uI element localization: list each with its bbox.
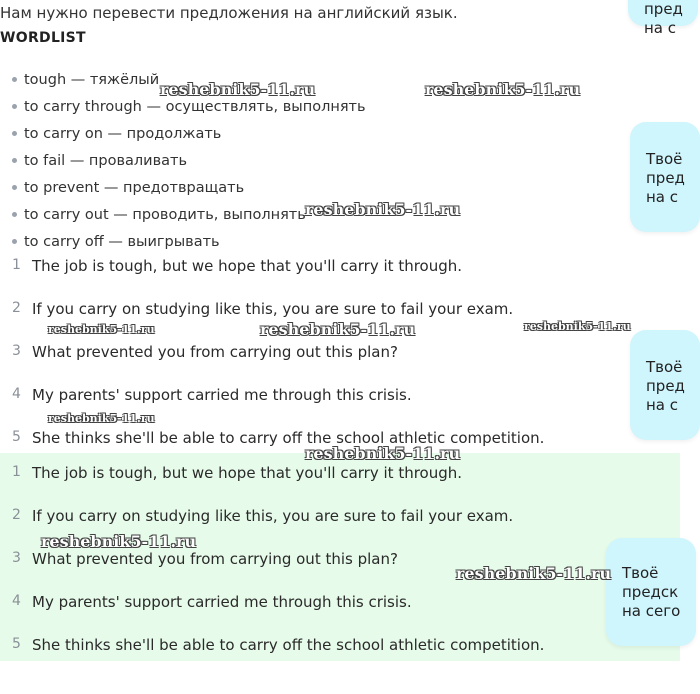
watermark: reshebnik5-11.ru — [48, 323, 155, 336]
sentence-text: If you carry on studying like this, you are sure to fail your exam. — [32, 300, 514, 318]
bullet-icon — [12, 185, 17, 190]
answer-text: The job is tough, but we hope that you'll carry it through. — [32, 464, 463, 482]
sentence-number: 4 — [12, 593, 21, 609]
word-text: tough — тяжёлый — [24, 71, 160, 88]
sentence-text: The job is tough, but we hope that you'll carry it through. — [32, 257, 463, 275]
intro-text: Нам нужно перевести предложения на английский язык. — [0, 4, 458, 22]
sentence-number: 2 — [12, 300, 21, 316]
word-item — [12, 147, 366, 174]
word-item — [12, 174, 366, 201]
answer-text: My parents' support carried me through this crisis. — [32, 593, 412, 611]
watermark: reshebnik5-11.ru — [41, 532, 197, 551]
word-text: to carry out — проводить, выполнять — [24, 206, 306, 223]
answer-item — [0, 461, 544, 504]
sentence-text: My parents' support carried me through this crisis. — [32, 386, 412, 404]
answer-item — [0, 590, 544, 633]
sentence-text: She thinks she'll be able to carry off the school athletic competition. — [32, 429, 545, 447]
watermark: reshebnik5-11.ru — [524, 320, 631, 333]
offer-bubble[interactable] — [630, 122, 700, 232]
sentence-item — [0, 254, 544, 297]
sentence-number: 1 — [12, 464, 21, 480]
bullet-icon — [12, 77, 17, 82]
offer-bubble-top[interactable] — [628, 0, 698, 37]
sentence-number: 4 — [12, 386, 21, 402]
sentence-number: 3 — [12, 343, 21, 359]
offer-bubble[interactable] — [606, 538, 696, 646]
bullet-icon — [12, 104, 17, 109]
sentence-number: 2 — [12, 507, 21, 523]
watermark: reshebnik5-11.ru — [48, 412, 155, 425]
sentence-number: 1 — [12, 257, 21, 273]
sentence-number: 3 — [12, 550, 21, 566]
bullet-icon — [12, 212, 17, 217]
word-text: to carry off — выигрывать — [24, 233, 220, 250]
watermark: reshebnik5-11.ru — [425, 80, 581, 99]
word-text: to carry through — осуществлять, выполнять — [24, 98, 366, 115]
word-item — [12, 120, 366, 147]
answer-item — [0, 633, 544, 676]
wordlist-title: WORDLIST — [0, 30, 86, 46]
sentence-list — [0, 254, 544, 469]
sentence-number: 5 — [12, 429, 21, 445]
sentence-text: What prevented you from carrying out this plan? — [32, 343, 398, 361]
bullet-icon — [12, 158, 17, 163]
answer-text: She thinks she'll be able to carry off the school athletic competition. — [32, 636, 545, 654]
word-text: to carry on — продолжать — [24, 125, 222, 142]
watermark: reshebnik5-11.ru — [305, 200, 461, 219]
answer-text: If you carry on studying like this, you are sure to fail your exam. — [32, 507, 514, 525]
bubble-text: пред на с — [644, 0, 683, 37]
offer-bubble[interactable] — [630, 330, 700, 440]
word-item — [12, 228, 366, 255]
watermark: reshebnik5-11.ru — [456, 564, 612, 583]
sentence-item — [0, 340, 544, 383]
bubble-text: Твоё пред на с — [646, 358, 685, 414]
sentence-number: 5 — [12, 636, 21, 652]
watermark: reshebnik5-11.ru — [305, 444, 461, 463]
watermark: reshebnik5-11.ru — [160, 80, 316, 99]
bubble-text: Твоё пред на с — [646, 150, 685, 206]
word-text: to fail — проваливать — [24, 152, 188, 169]
bullet-icon — [12, 239, 17, 244]
bullet-icon — [12, 131, 17, 136]
bubble-text: Твоё предск на сего — [622, 564, 681, 620]
word-text: to prevent — предотвращать — [24, 179, 245, 196]
watermark: reshebnik5-11.ru — [260, 320, 416, 339]
answer-text: What prevented you from carrying out this plan? — [32, 550, 398, 568]
